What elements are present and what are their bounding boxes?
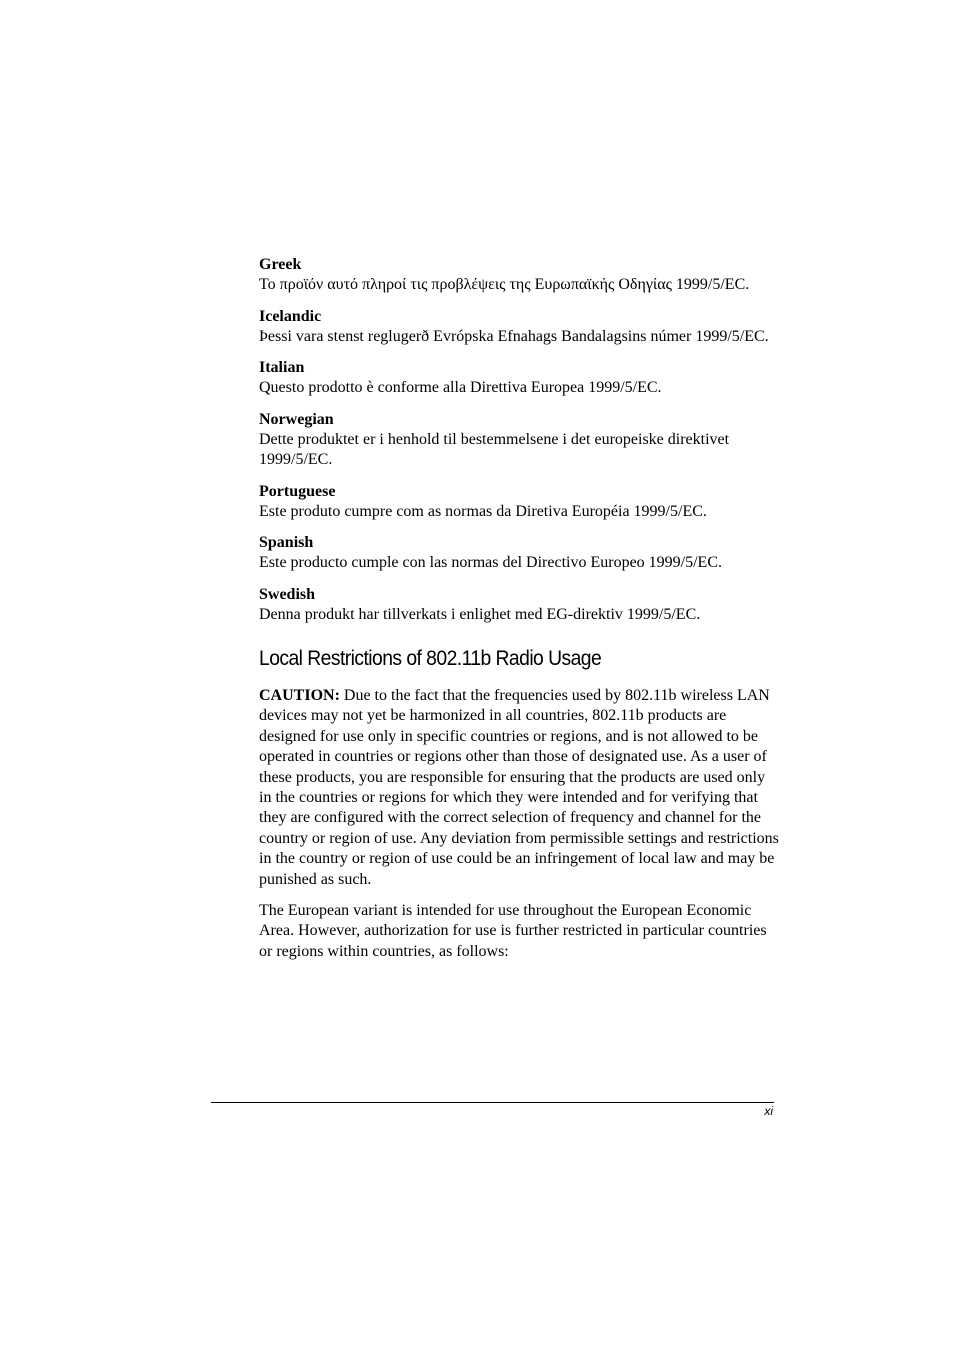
language-statement: Dette produktet er i henhold til bestemmelsene i det europeiske direktivet 1999/5/EC. — [259, 430, 730, 468]
language-statement: Questo prodotto è conforme alla Direttiva Europea 1999/5/EC. — [259, 379, 662, 396]
language-name: Norwegian — [259, 410, 334, 428]
language-entry-spanish — [259, 533, 779, 574]
language-name: Portuguese — [259, 482, 336, 500]
caution-label: CAUTION: — [259, 687, 340, 704]
language-entry-italian — [259, 358, 779, 399]
european-variant-paragraph: The European variant is intended for use throughout the European Economic Area. However, authorization for use is further restricted in particular countries or regions within countries, as follows: — [259, 902, 767, 960]
language-entry-icelandic — [259, 307, 779, 348]
language-name: Spanish — [259, 534, 314, 551]
language-statement: Denna produkt har tillverkats i enlighet med EG-direktiv 1999/5/EC. — [259, 605, 701, 623]
page-content — [259, 255, 779, 973]
language-name: Swedish — [259, 585, 316, 603]
language-statement: Este produto cumpre com as normas da Diretiva Européia 1999/5/EC. — [259, 502, 707, 520]
language-statement: Το προϊόν αυτό πληροί τις προβλέψεις της Ευρωπαϊκής Οδηγίας 1999/5/EC. — [259, 276, 750, 293]
language-entry-swedish — [259, 585, 779, 626]
language-statement: Este producto cumple con las normas del Directivo Europeo 1999/5/EC. — [259, 554, 722, 571]
language-entry-greek — [259, 255, 779, 296]
caution-paragraph — [259, 686, 779, 890]
section-heading: Local Restrictions of 802.11b Radio Usage — [259, 647, 602, 670]
page-number: xi — [764, 1104, 773, 1118]
language-entry-portuguese — [259, 482, 779, 523]
language-name: Italian — [259, 359, 305, 376]
language-entry-norwegian — [259, 410, 779, 471]
language-statement: Þessi vara stenst reglugerð Evrópska Efnahags Bandalagsins númer 1999/5/EC. — [259, 327, 769, 345]
language-name: Greek — [259, 256, 302, 273]
footer-divider — [211, 1102, 774, 1103]
caution-text: Due to the fact that the frequencies used by 802.11b wireless LAN devices may not yet be harmonized in all countries, 802.11b products are designed for use only in specific countries or regions, and is not allowed to be operated in countries or regions other than those of designated use. As a user of these products, you are responsible for ensuring that the products are used only in the countries or regions for which they were intended and for verifying that they are configured with the correct selection of frequency and channel for the country or region of use. Any deviation from permissible settings and restrictions in the country or region of use could be an infringement of local law and may be punished as such. — [259, 687, 779, 888]
language-name: Icelandic — [259, 307, 322, 325]
